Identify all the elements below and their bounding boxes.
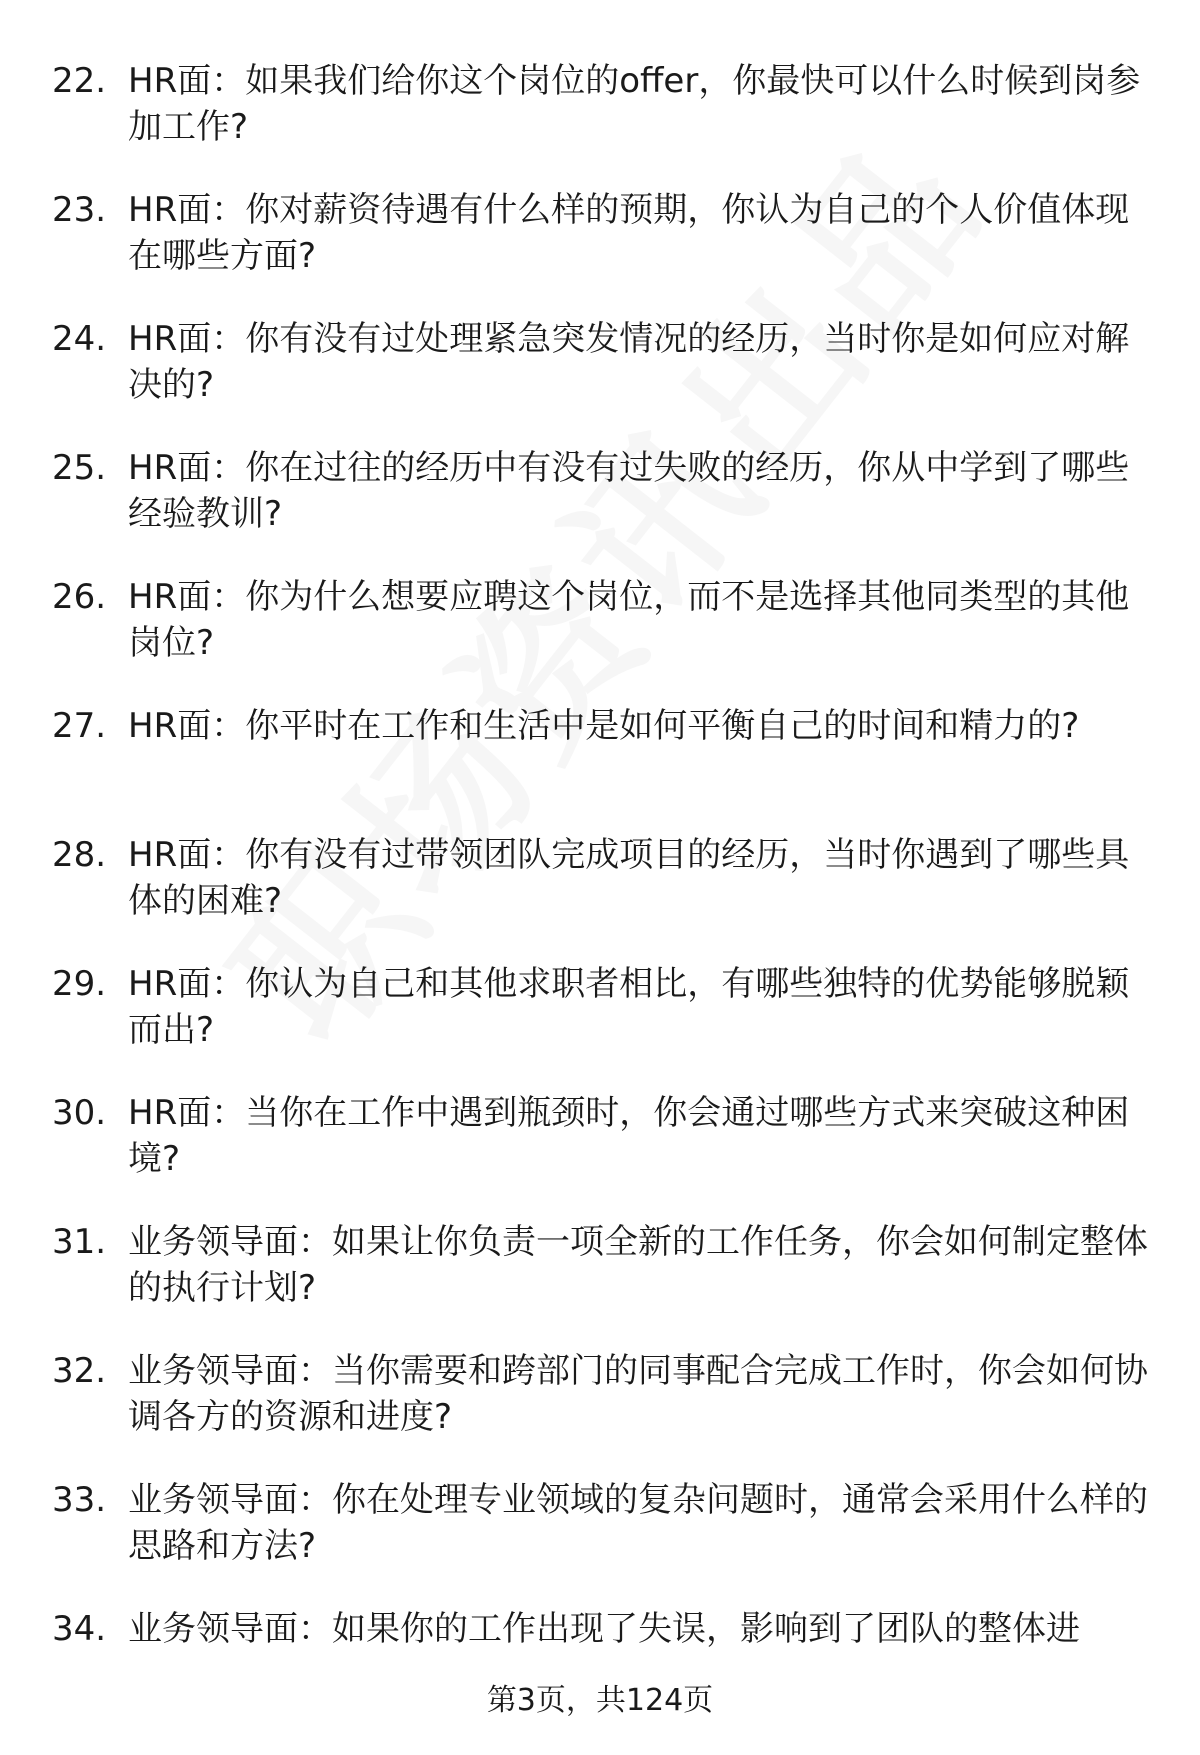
question-text: HR面：你在过往的经历中有没有过失败的经历，你从中学到了哪些经验教训? — [128, 448, 1130, 534]
question-text: HR面：当你在工作中遇到瓶颈时，你会通过哪些方式来突破这种困境? — [128, 1093, 1130, 1179]
question-item-27 — [0, 703, 1200, 832]
question-number: 25. — [52, 448, 107, 488]
question-item-24 — [0, 316, 1200, 445]
question-text: 业务领导面：如果你的工作出现了失误，影响到了团队的整体进 — [128, 1609, 1080, 1649]
question-number: 24. — [52, 319, 107, 359]
question-item-31 — [0, 1219, 1200, 1348]
question-item-32 — [0, 1348, 1200, 1477]
question-text: HR面：你为什么想要应聘这个岗位，而不是选择其他同类型的其他岗位? — [128, 577, 1130, 663]
question-number: 31. — [52, 1222, 107, 1262]
question-number: 28. — [52, 835, 107, 875]
question-text: 业务领导面：你在处理专业领域的复杂问题时，通常会采用什么样的思路和方法? — [128, 1480, 1148, 1566]
question-text: HR面：你有没有过处理紧急突发情况的经历，当时你是如何应对解决的? — [128, 319, 1130, 405]
question-item-25 — [0, 445, 1200, 574]
question-text: HR面：你平时在工作和生活中是如何平衡自己的时间和精力的? — [128, 706, 1080, 746]
question-item-22 — [0, 58, 1200, 187]
question-number: 26. — [52, 577, 107, 617]
question-number: 32. — [52, 1351, 107, 1391]
question-item-33 — [0, 1477, 1200, 1606]
question-text: HR面：你有没有过带领团队完成项目的经历，当时你遇到了哪些具体的困难? — [128, 835, 1130, 921]
question-number: 33. — [52, 1480, 107, 1520]
question-number: 23. — [52, 190, 107, 230]
question-text: HR面：你对薪资待遇有什么样的预期，你认为自己的个人价值体现在哪些方面? — [128, 190, 1130, 276]
question-item-28 — [0, 832, 1200, 961]
question-item-30 — [0, 1090, 1200, 1219]
question-text: 业务领导面：当你需要和跨部门的同事配合完成工作时，你会如何协调各方的资源和进度? — [128, 1351, 1148, 1437]
question-text: 业务领导面：如果让你负责一项全新的工作任务，你会如何制定整体的执行计划? — [128, 1222, 1148, 1308]
question-number: 30. — [52, 1093, 107, 1133]
page-number-footer: 第3页，共124页 — [486, 1683, 714, 1718]
question-item-29 — [0, 961, 1200, 1090]
question-text: HR面：你认为自己和其他求职者相比，有哪些独特的优势能够脱颖而出? — [128, 964, 1130, 1050]
question-number: 34. — [52, 1609, 107, 1649]
question-text: HR面：如果我们给你这个岗位的offer，你最快可以什么时候到岗参加工作? — [128, 61, 1141, 147]
question-number: 22. — [52, 61, 107, 101]
question-number: 29. — [52, 964, 107, 1004]
question-list — [0, 58, 1200, 1735]
question-number: 27. — [52, 706, 107, 746]
question-item-26 — [0, 574, 1200, 703]
question-item-23 — [0, 187, 1200, 316]
